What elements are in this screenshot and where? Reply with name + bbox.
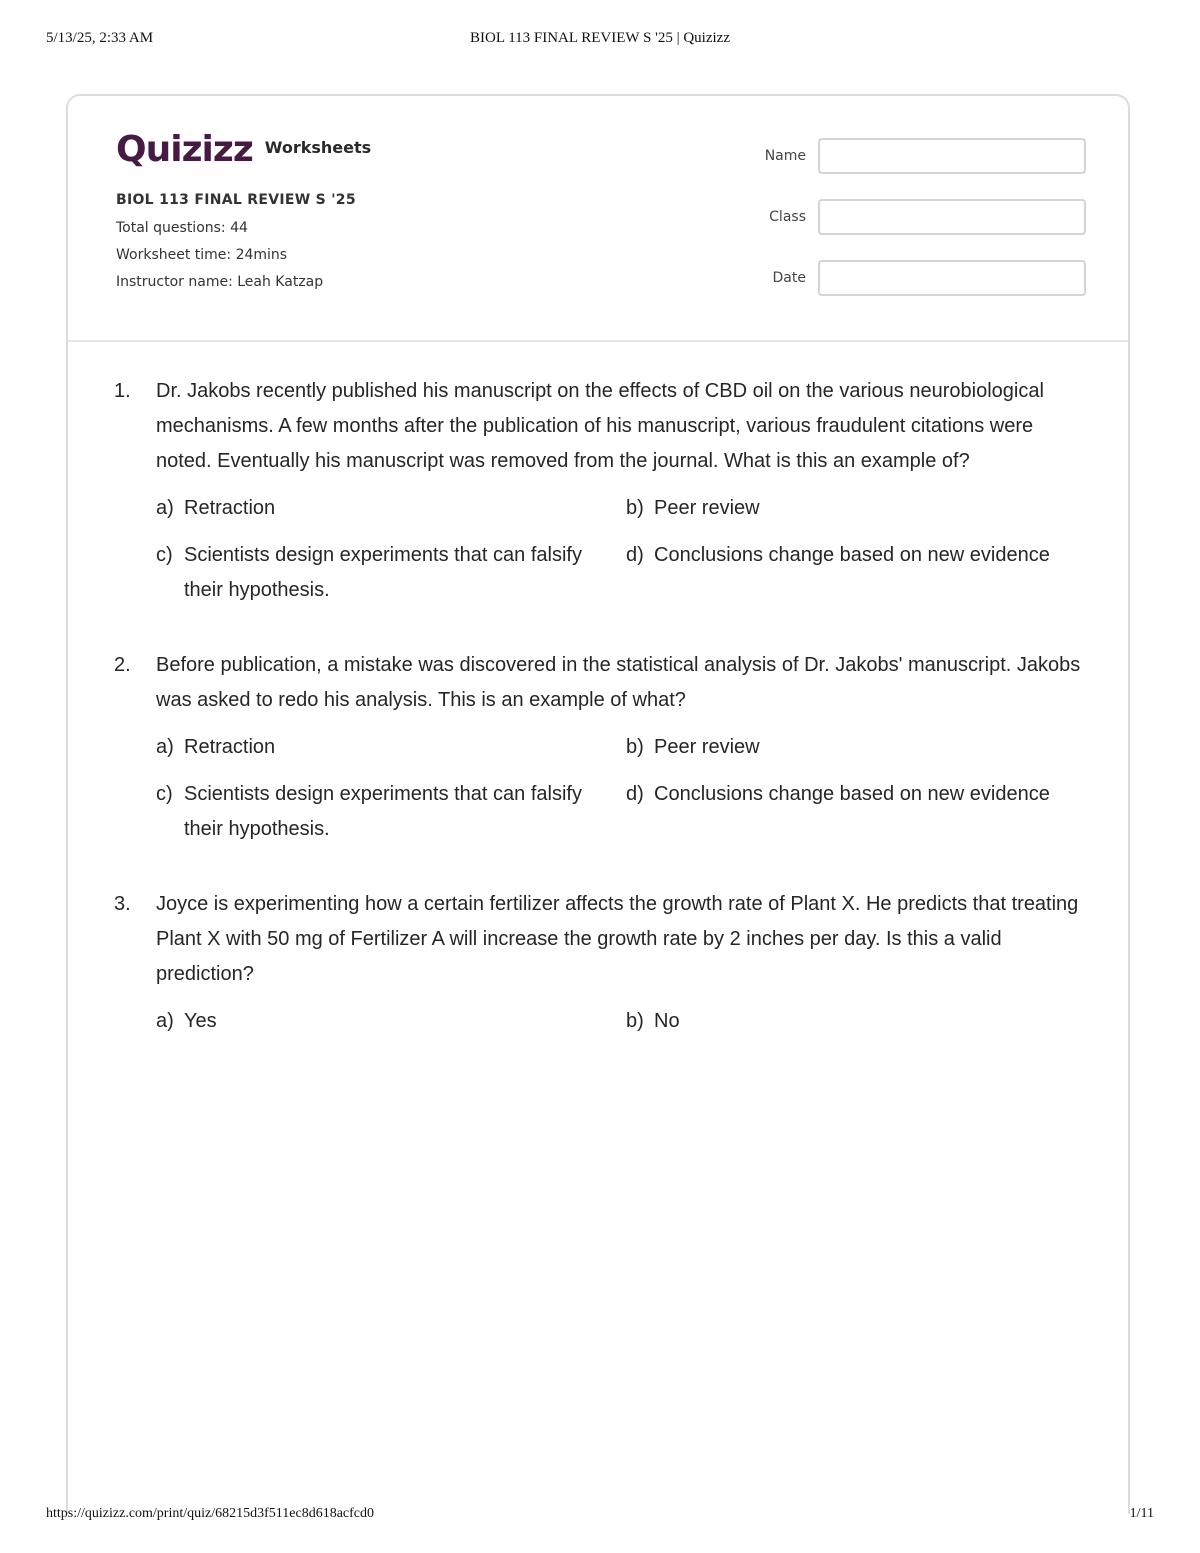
answer-options <box>156 730 1094 847</box>
print-footer <box>46 1506 1154 1526</box>
question-text: Dr. Jakobs recently published his manuscript on the effects of CBD oil on the various neurobiological mechanisms. A few months after the publication of his manuscript, various fraudulent citations were noted. Eventually his manuscript was removed from the journal. What is this an example of? <box>156 380 1044 472</box>
class-row <box>758 199 1088 235</box>
name-label: Name <box>764 148 806 164</box>
question-number: 1. <box>114 380 131 402</box>
option-text: Scientists design experiments that can falsify their hypothesis. <box>184 783 582 840</box>
question-1 <box>114 374 1094 608</box>
date-field[interactable] <box>818 260 1086 296</box>
option-text: No <box>654 1010 680 1032</box>
question-number: 2. <box>114 654 131 676</box>
option-letter: c) <box>156 783 173 805</box>
instructor-name: Instructor name: Leah Katzap <box>116 274 324 290</box>
question-text: Before publication, a mistake was discovered in the statistical analysis of Dr. Jakobs' manuscript. Jakobs was asked to redo his analysis. This is an example of what? <box>156 654 1081 711</box>
question-text: Joyce is experimenting how a certain fertilizer affects the growth rate of Plant X. He predicts that treating Plant X with 50 mg of Fertilizer A will increase the growth rate by 2 inches per day. Is this a valid prediction? <box>156 893 1079 985</box>
worksheets-label: Worksheets <box>264 137 372 157</box>
worksheet-time: Worksheet time: 24mins <box>116 247 288 263</box>
option-b[interactable] <box>626 1004 1096 1039</box>
print-date: 5/13/25, 2:33 AM <box>46 30 154 46</box>
student-fields <box>758 138 1088 321</box>
option-d[interactable] <box>626 538 1096 608</box>
print-doc-title: BIOL 113 FINAL REVIEW S '25 | Quizizz <box>470 30 730 46</box>
option-a[interactable] <box>156 491 626 526</box>
option-text: Conclusions change based on new evidence <box>654 783 1050 805</box>
answer-options <box>156 491 1094 608</box>
class-label: Class <box>769 209 806 225</box>
option-letter: a) <box>156 1010 174 1032</box>
name-field[interactable] <box>818 138 1086 174</box>
print-url: https://quizizz.com/print/quiz/68215d3f511ec8d618acfcd0 <box>46 1506 375 1521</box>
option-c[interactable] <box>156 777 626 847</box>
brand <box>116 130 371 170</box>
option-letter: c) <box>156 544 173 566</box>
option-letter: b) <box>626 497 644 519</box>
option-letter: d) <box>626 544 644 566</box>
option-text: Yes <box>184 1010 217 1032</box>
option-letter: b) <box>626 1010 644 1032</box>
option-text: Peer review <box>654 497 760 519</box>
option-letter: b) <box>626 736 644 758</box>
option-letter: a) <box>156 736 174 758</box>
name-row <box>758 138 1088 174</box>
option-c[interactable] <box>156 538 626 608</box>
worksheet <box>66 94 1130 1514</box>
option-text: Retraction <box>184 736 276 758</box>
option-text: Peer review <box>654 736 760 758</box>
option-b[interactable] <box>626 491 1096 526</box>
question-number: 3. <box>114 893 131 915</box>
question-3 <box>114 887 1094 1039</box>
option-d[interactable] <box>626 777 1096 847</box>
quizizz-logo: Quizizz <box>116 129 253 170</box>
option-letter: a) <box>156 497 174 519</box>
class-field[interactable] <box>818 199 1086 235</box>
answer-options <box>156 1004 1094 1039</box>
print-header <box>46 30 1154 50</box>
option-a[interactable] <box>156 1004 626 1039</box>
page-number: 1/11 <box>1129 1506 1154 1521</box>
question-list <box>114 374 1094 1079</box>
quiz-meta <box>116 192 356 301</box>
option-letter: d) <box>626 783 644 805</box>
option-text: Scientists design experiments that can falsify their hypothesis. <box>184 544 582 601</box>
worksheet-header <box>68 96 1128 342</box>
option-b[interactable] <box>626 730 1096 765</box>
quiz-title: BIOL 113 FINAL REVIEW S '25 <box>116 192 356 208</box>
date-row <box>758 260 1088 296</box>
question-2 <box>114 648 1094 847</box>
option-text: Retraction <box>184 497 276 519</box>
option-text: Conclusions change based on new evidence <box>654 544 1050 566</box>
date-label: Date <box>772 270 806 286</box>
total-questions: Total questions: 44 <box>116 220 248 236</box>
option-a[interactable] <box>156 730 626 765</box>
